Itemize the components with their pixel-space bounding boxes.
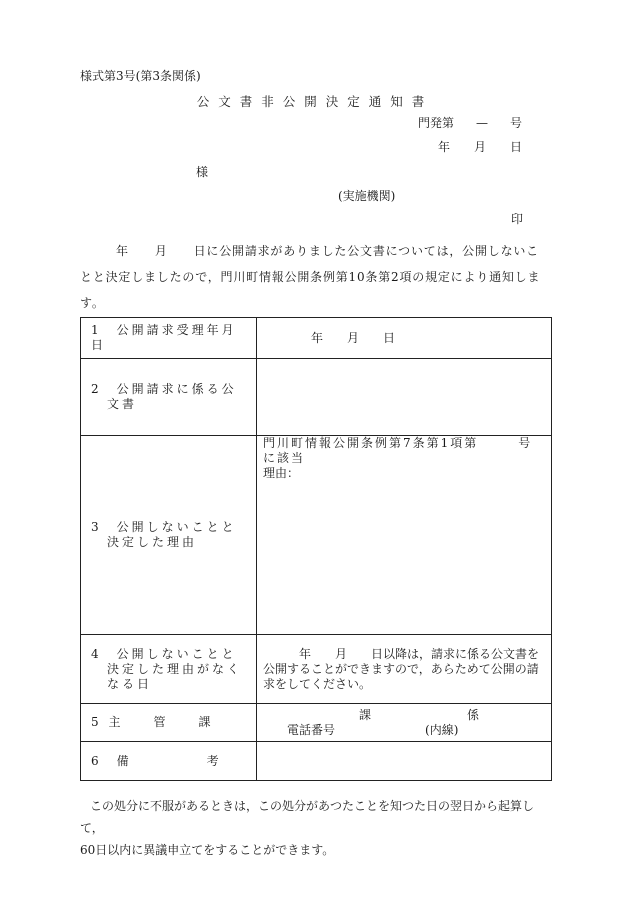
row2-label: 2 公開請求に係る公文書: [81, 359, 257, 436]
intro-year: 年: [116, 244, 129, 258]
table-row: [81, 318, 552, 359]
table-row: [81, 359, 552, 436]
row5-phone: 電話番号: [287, 722, 336, 737]
appeal-line-1: この処分に不服があるときは，この処分があつたことを知つた日の翌日から起算して，: [80, 799, 535, 835]
doc-number-prefix: 門発第: [417, 116, 454, 130]
row3-clause-end: 号に該当: [263, 436, 533, 465]
row3-clause: 門川町情報公開条例第7条第1項第: [263, 436, 479, 450]
notice-body: [80, 238, 550, 316]
row1-year: 年: [311, 330, 324, 345]
date-month: 月: [473, 140, 486, 154]
decision-table: [80, 317, 552, 781]
table-row: [81, 635, 552, 704]
appeal-notice: [80, 795, 550, 861]
row5-ka: 課: [359, 707, 372, 722]
document-title: 公文書非公開決定通知書: [196, 94, 434, 109]
document-number: [418, 114, 522, 131]
form-label: 様式第3号(第3条関係): [80, 69, 201, 83]
row5-label: 5 主 管 課: [81, 704, 257, 742]
issue-date: [438, 138, 522, 155]
row5-value: [257, 704, 552, 742]
row4-label: 4 公開しないことと決定した理由がなくなる日: [81, 635, 257, 704]
row4-month: 月: [335, 646, 348, 661]
row3-value: [257, 436, 552, 635]
row6-value: [257, 742, 552, 781]
recipient-suffix: 様: [196, 165, 209, 179]
row4-rest: 日以降は，請求に係る公文書を公開することができますので，あらためて公開の請求をしてください。: [263, 646, 540, 691]
row6-label: 6 備 考: [81, 742, 257, 781]
row1-label: 1 公開請求受理年月日: [81, 318, 257, 359]
intro-month: 月: [154, 244, 168, 258]
row1-month: 月: [347, 330, 360, 345]
row2-value: [257, 359, 552, 436]
doc-number-suffix: 号: [509, 116, 522, 130]
date-year: 年: [437, 140, 450, 154]
table-row: [81, 742, 552, 781]
row5-kakari: 係: [467, 707, 480, 722]
doc-number-dash: —: [475, 116, 488, 130]
row4-year: 年: [299, 646, 312, 661]
seal-mark: 印: [511, 212, 524, 226]
row1-value: [257, 318, 552, 359]
date-day: 日: [509, 140, 522, 154]
appeal-line-2: 60日以内に異議申立てをすることができます。: [80, 843, 335, 857]
intro-rest: 日に公開請求がありました公文書については，公開しないことと決定しましたので，門川町情報公開条例第10条第2項の規定により通知します。: [80, 244, 541, 310]
row5-naisen: (内線): [425, 722, 459, 737]
row3-label: 3 公開しないことと決定した理由: [81, 436, 257, 635]
row4-value: [257, 635, 552, 704]
row1-day: 日: [383, 330, 396, 345]
row3-reason-label: 理由：: [263, 466, 300, 480]
table-row: [81, 436, 552, 635]
table-row: [81, 704, 552, 742]
implementing-agency: (実施機関): [338, 189, 396, 203]
